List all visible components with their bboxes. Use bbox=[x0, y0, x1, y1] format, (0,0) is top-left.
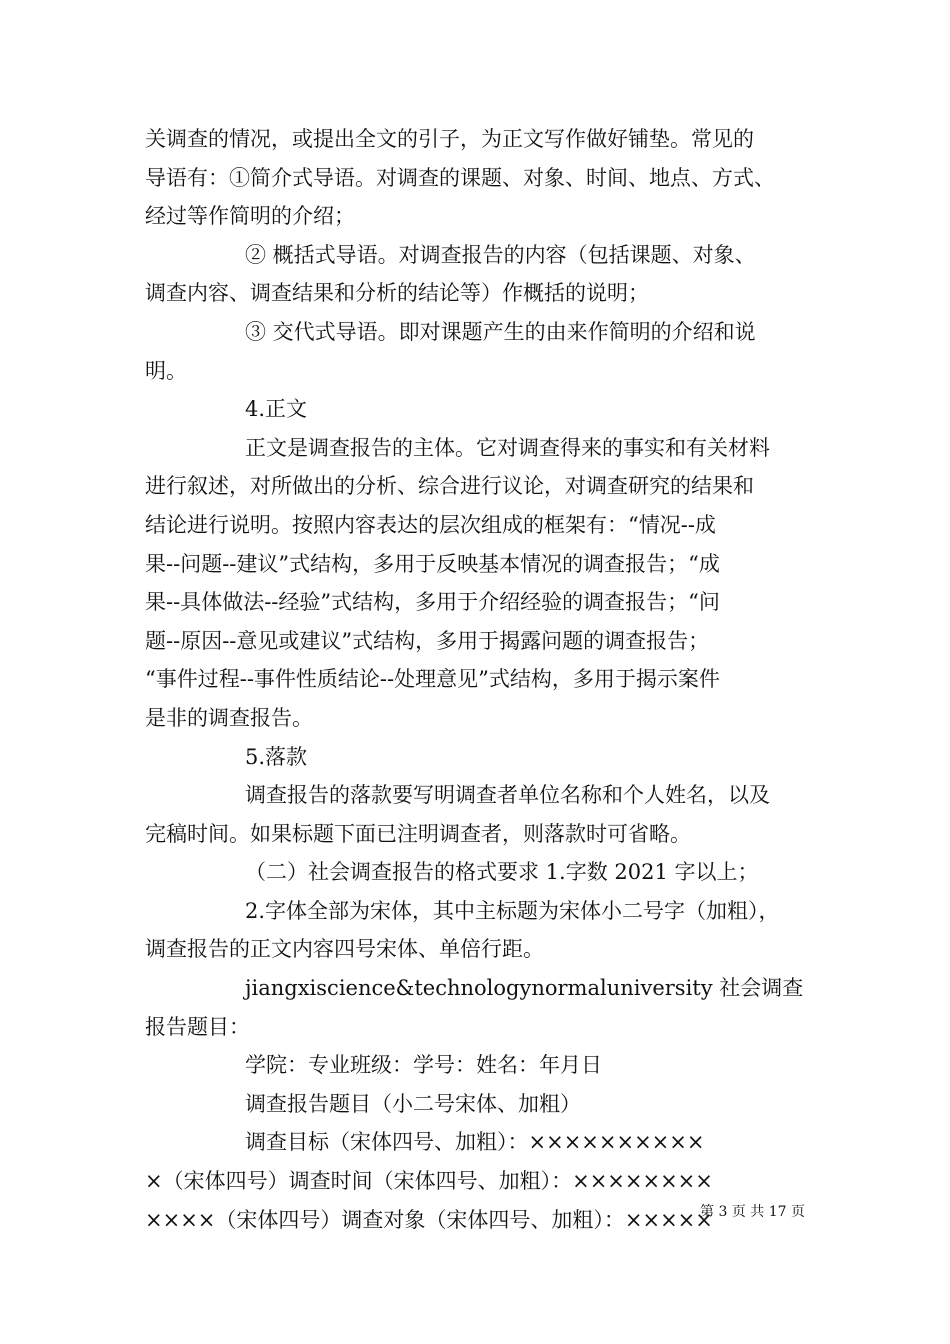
text-line: 结论进行说明。按照内容表达的层次组成的框架有：“情况--成 bbox=[145, 512, 716, 537]
text-line: 调查目标（宋体四号、加粗）：×××××××××× bbox=[245, 1130, 705, 1155]
text-line: ×（宋体四号）调查时间（宋体四号、加粗）：×××××××× bbox=[145, 1169, 713, 1194]
body-text bbox=[145, 120, 810, 1239]
text-line: ××××（宋体四号）调查对象（宋体四号、加粗）：××××× bbox=[145, 1207, 713, 1232]
text-line: 正文是调查报告的主体。它对调查得来的事实和有关材料 bbox=[245, 435, 770, 460]
text-line: jiangxiscience&technologynormaluniversity 社会调查 bbox=[245, 976, 804, 1001]
text-line: 调查报告的正文内容四号宋体、单倍行距。 bbox=[145, 937, 544, 962]
text-line: 关调查的情况，或提出全文的引子，为正文写作做好铺垫。常见的 bbox=[145, 127, 754, 151]
text-line: 2.字体全部为宋体，其中主标题为宋体小二号字（加粗）， bbox=[245, 898, 780, 923]
text-line: 调查报告题目（小二号宋体、加粗） bbox=[245, 1091, 581, 1116]
text-line: 是非的调查报告。 bbox=[145, 705, 313, 730]
text-line: 报告题目： bbox=[145, 1014, 250, 1039]
text-line: ② 概括式导语。对调查报告的内容（包括课题、对象、 bbox=[245, 242, 756, 267]
text-line: 进行叙述，对所做出的分析、综合进行议论，对调查研究的结果和 bbox=[145, 474, 754, 499]
text-line: 学院：专业班级：学号：姓名：年月日 bbox=[245, 1053, 602, 1078]
section-heading: 5.落款 bbox=[245, 744, 308, 769]
text-line: （二）社会调查报告的格式要求 1.字数 2021 字以上； bbox=[245, 860, 759, 885]
text-line: 明。 bbox=[145, 358, 187, 383]
text-line: “事件过程--事件性质结论--处理意见”式结构，多用于揭示案件 bbox=[145, 667, 720, 692]
page-number-footer: 第 3 页 共 17 页 bbox=[700, 1204, 805, 1220]
text-line: 题--原因--意见或建议”式结构，多用于揭露问题的调查报告； bbox=[145, 628, 710, 653]
text-line: 调查报告的落款要写明调查者单位名称和个人姓名，以及 bbox=[245, 783, 770, 808]
text-line: 经过等作简明的介绍； bbox=[145, 204, 355, 229]
section-heading: 4.正文 bbox=[245, 397, 308, 422]
text-line: 果--问题--建议”式结构，多用于反映基本情况的调查报告；“成 bbox=[145, 551, 720, 576]
text-line: 导语有：①简介式导语。对调查的课题、对象、时间、地点、方式、 bbox=[145, 165, 775, 190]
text-line: 果--具体做法--经验”式结构，多用于介绍经验的调查报告；“问 bbox=[145, 590, 720, 615]
text-line: 完稿时间。如果标题下面已注明调查者，则落款时可省略。 bbox=[145, 821, 691, 846]
text-line: ③ 交代式导语。即对课题产生的由来作简明的介绍和说 bbox=[245, 319, 756, 344]
text-line: 调查内容、调查结果和分析的结论等）作概括的说明； bbox=[145, 281, 649, 306]
